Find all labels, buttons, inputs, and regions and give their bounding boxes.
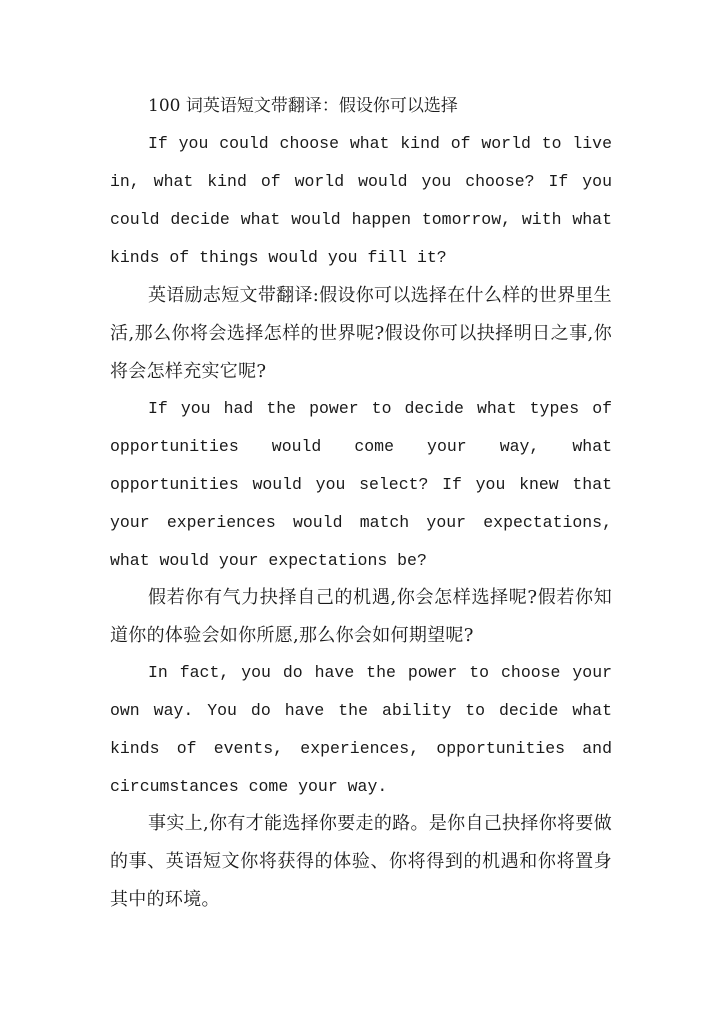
paragraph-english-1: If you could choose what kind of world to live in, what kind of world would you choose? If you could decide what would happen tomorrow, with what kinds of things would you fill it? — [110, 134, 612, 267]
paragraph-english-3: In fact, you do have the power to choose your own way. You do have the ability to decide what kinds of events, experiences, opportunities and circumstances come your way. — [110, 663, 612, 796]
paragraph-chinese-2: 假若你有气力抉择自己的机遇,你会怎样选择呢?假若你知道你的体验会如你所愿,那么你会如何期望呢? — [110, 587, 612, 646]
paragraph-english-2: If you had the power to decide what types of opportunities would come your way, what opportunities would you select? If you knew that your experiences would match your expectations, what would your expectations be? — [110, 399, 612, 570]
paragraph-chinese-1: 英语励志短文带翻译:假设你可以选择在什么样的世界里生活,那么你将会选择怎样的世界呢?假设你可以抉择明日之事,你将会怎样充实它呢? — [110, 285, 612, 382]
paragraph-chinese-3: 事实上,你有才能选择你要走的路。是你自己抉择你将要做的事、英语短文你将获得的体验、你将得到的机遇和你将置身其中的环境。 — [110, 813, 612, 910]
document-title: 100 词英语短文带翻译：假设你可以选择 — [148, 96, 458, 116]
